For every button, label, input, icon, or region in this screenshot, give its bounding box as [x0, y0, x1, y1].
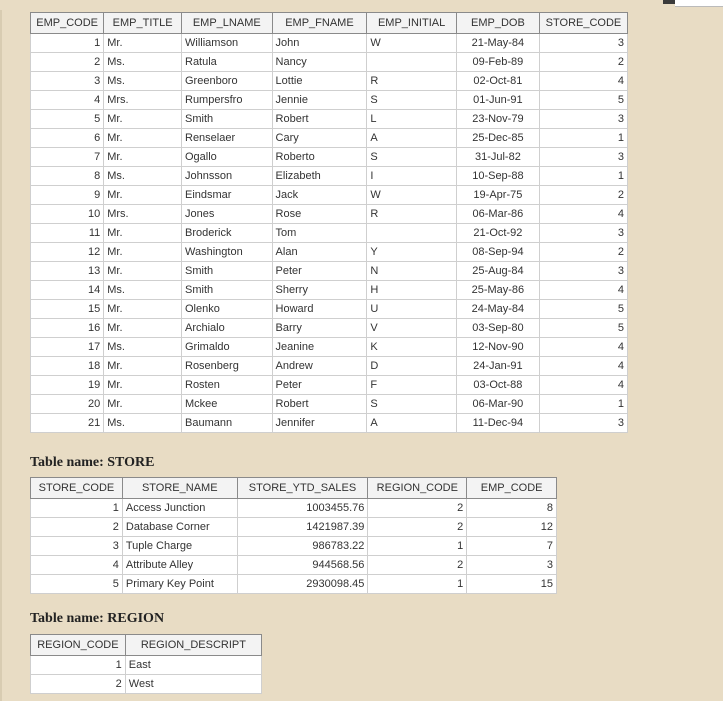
emp-fname-cell: Robert [272, 110, 367, 129]
column-header[interactable]: EMP_FNAME [272, 13, 367, 34]
emp-code-cell: 4 [31, 91, 104, 110]
emp-lname-cell: Broderick [182, 224, 273, 243]
emp-fname-cell: Jennifer [272, 414, 367, 433]
table-row[interactable] [31, 338, 628, 357]
store-table-body [31, 499, 557, 594]
region-code-cell: 2 [368, 518, 467, 537]
store-code-cell: 3 [539, 110, 627, 129]
emp-title-cell: Mr. [104, 110, 182, 129]
store-name-cell: Attribute Alley [122, 556, 237, 575]
column-header[interactable]: EMP_TITLE [104, 13, 182, 34]
store-table-caption: Table name: STORE [30, 455, 155, 470]
region-descript-cell: East [125, 656, 261, 675]
emp-initial-cell: L [367, 110, 456, 129]
emp-code-cell: 6 [31, 129, 104, 148]
emp-dob-cell: 08-Sep-94 [456, 243, 539, 262]
emp-dob-cell: 25-Dec-85 [456, 129, 539, 148]
emp-code-cell: 10 [31, 205, 104, 224]
table-row[interactable] [31, 167, 628, 186]
emp-lname-cell: Mckee [182, 395, 273, 414]
store-code-cell: 4 [539, 338, 627, 357]
table-row[interactable] [31, 243, 628, 262]
column-header[interactable]: EMP_DOB [456, 13, 539, 34]
table-row[interactable] [31, 675, 262, 694]
emp-dob-cell: 06-Mar-90 [456, 395, 539, 414]
region-header-row [31, 635, 262, 656]
store-code-cell: 1 [539, 395, 627, 414]
emp-code-cell: 12 [31, 243, 104, 262]
emp-code-cell: 8 [31, 167, 104, 186]
emp-title-cell: Mr. [104, 262, 182, 281]
emp-title-cell: Ms. [104, 167, 182, 186]
store-code-cell: 2 [539, 53, 627, 72]
emp-code-cell: 14 [31, 281, 104, 300]
emp-fname-cell: Rose [272, 205, 367, 224]
table-row[interactable] [31, 281, 628, 300]
store-code-cell: 5 [539, 319, 627, 338]
store-table [30, 477, 557, 594]
emp-code-cell: 3 [467, 556, 557, 575]
store-code-cell: 1 [539, 167, 627, 186]
emp-dob-cell: 11-Dec-94 [456, 414, 539, 433]
emp-title-cell: Mr. [104, 300, 182, 319]
store-ytd-sales-cell: 2930098.45 [237, 575, 368, 594]
emp-code-cell: 21 [31, 414, 104, 433]
emp-initial-cell: S [367, 148, 456, 167]
column-header[interactable]: EMP_INITIAL [367, 13, 456, 34]
store-code-cell: 4 [31, 556, 123, 575]
employee-table [30, 12, 628, 433]
table-row[interactable] [31, 53, 628, 72]
emp-fname-cell: Nancy [272, 53, 367, 72]
store-name-cell: Tuple Charge [122, 537, 237, 556]
employee-table-body [31, 34, 628, 433]
emp-fname-cell: Peter [272, 376, 367, 395]
emp-code-cell: 16 [31, 319, 104, 338]
emp-fname-cell: Alan [272, 243, 367, 262]
region-descript-cell: West [125, 675, 261, 694]
emp-dob-cell: 21-May-84 [456, 34, 539, 53]
top-bar [0, 0, 723, 10]
emp-title-cell: Mrs. [104, 205, 182, 224]
window-corner [675, 0, 723, 7]
table-row[interactable] [31, 205, 628, 224]
emp-title-cell: Ms. [104, 72, 182, 91]
emp-title-cell: Ms. [104, 281, 182, 300]
emp-initial-cell: A [367, 129, 456, 148]
table-row[interactable] [31, 499, 557, 518]
emp-fname-cell: Lottie [272, 72, 367, 91]
table-row[interactable] [31, 414, 628, 433]
store-code-cell: 5 [539, 91, 627, 110]
emp-lname-cell: Baumann [182, 414, 273, 433]
column-header[interactable]: REGION_CODE [31, 635, 126, 656]
emp-initial-cell: S [367, 91, 456, 110]
store-ytd-sales-cell: 986783.22 [237, 537, 368, 556]
table-row[interactable] [31, 575, 557, 594]
emp-lname-cell: Greenboro [182, 72, 273, 91]
emp-lname-cell: Smith [182, 110, 273, 129]
table-row[interactable] [31, 357, 628, 376]
table-row[interactable] [31, 376, 628, 395]
table-row[interactable] [31, 518, 557, 537]
table-row[interactable] [31, 556, 557, 575]
emp-title-cell: Mrs. [104, 91, 182, 110]
store-code-cell: 2 [539, 243, 627, 262]
emp-title-cell: Ms. [104, 53, 182, 72]
emp-code-cell: 19 [31, 376, 104, 395]
region-code-cell: 1 [31, 656, 126, 675]
store-code-cell: 1 [31, 499, 123, 518]
store-ytd-sales-cell: 944568.56 [237, 556, 368, 575]
emp-initial-cell [367, 53, 456, 72]
store-code-cell: 5 [31, 575, 123, 594]
column-header[interactable]: STORE_YTD_SALES [237, 478, 368, 499]
table-row[interactable] [31, 72, 628, 91]
emp-dob-cell: 12-Nov-90 [456, 338, 539, 357]
store-name-cell: Database Corner [122, 518, 237, 537]
column-header[interactable]: REGION_DESCRIPT [125, 635, 261, 656]
table-row[interactable] [31, 319, 628, 338]
emp-code-cell: 17 [31, 338, 104, 357]
emp-dob-cell: 24-Jan-91 [456, 357, 539, 376]
emp-code-cell: 12 [467, 518, 557, 537]
emp-initial-cell: R [367, 205, 456, 224]
emp-lname-cell: Rosten [182, 376, 273, 395]
emp-title-cell: Mr. [104, 357, 182, 376]
emp-title-cell: Mr. [104, 148, 182, 167]
emp-code-cell: 3 [31, 72, 104, 91]
region-code-cell: 1 [368, 537, 467, 556]
table-row[interactable] [31, 186, 628, 205]
emp-dob-cell: 03-Oct-88 [456, 376, 539, 395]
column-header[interactable]: STORE_NAME [122, 478, 237, 499]
emp-title-cell: Mr. [104, 376, 182, 395]
column-header[interactable]: REGION_CODE [368, 478, 467, 499]
emp-title-cell: Mr. [104, 395, 182, 414]
emp-initial-cell: D [367, 357, 456, 376]
store-name-cell: Primary Key Point [122, 575, 237, 594]
emp-lname-cell: Washington [182, 243, 273, 262]
emp-lname-cell: Smith [182, 262, 273, 281]
store-code-cell: 2 [31, 518, 123, 537]
region-table-caption: Table name: REGION [30, 611, 165, 626]
column-header[interactable]: STORE_CODE [539, 13, 627, 34]
region-code-cell: 2 [368, 556, 467, 575]
emp-initial-cell [367, 224, 456, 243]
store-code-cell: 5 [539, 300, 627, 319]
store-code-cell: 3 [539, 148, 627, 167]
emp-initial-cell: I [367, 167, 456, 186]
emp-code-cell: 1 [31, 34, 104, 53]
emp-fname-cell: Jack [272, 186, 367, 205]
emp-lname-cell: Johnsson [182, 167, 273, 186]
emp-code-cell: 18 [31, 357, 104, 376]
region-code-cell: 2 [31, 675, 126, 694]
store-code-cell: 1 [539, 129, 627, 148]
emp-fname-cell: Cary [272, 129, 367, 148]
store-name-cell: Access Junction [122, 499, 237, 518]
table-row[interactable] [31, 300, 628, 319]
emp-code-cell: 15 [467, 575, 557, 594]
emp-fname-cell: Barry [272, 319, 367, 338]
store-code-cell: 2 [539, 186, 627, 205]
employee-header-row [31, 13, 628, 34]
emp-fname-cell: Elizabeth [272, 167, 367, 186]
store-code-cell: 3 [539, 224, 627, 243]
emp-fname-cell: Tom [272, 224, 367, 243]
region-code-cell: 2 [368, 499, 467, 518]
store-ytd-sales-cell: 1421987.39 [237, 518, 368, 537]
emp-code-cell: 15 [31, 300, 104, 319]
emp-lname-cell: Archialo [182, 319, 273, 338]
emp-initial-cell: F [367, 376, 456, 395]
emp-fname-cell: Jeanine [272, 338, 367, 357]
emp-dob-cell: 24-May-84 [456, 300, 539, 319]
emp-fname-cell: Robert [272, 395, 367, 414]
region-table [30, 634, 262, 694]
emp-title-cell: Mr. [104, 243, 182, 262]
emp-title-cell: Ms. [104, 414, 182, 433]
emp-dob-cell: 21-Oct-92 [456, 224, 539, 243]
store-code-cell: 3 [539, 414, 627, 433]
table-row[interactable] [31, 91, 628, 110]
emp-lname-cell: Smith [182, 281, 273, 300]
region-table-body [31, 656, 262, 694]
emp-code-cell: 20 [31, 395, 104, 414]
store-code-cell: 3 [539, 262, 627, 281]
emp-initial-cell: Y [367, 243, 456, 262]
emp-dob-cell: 23-Nov-79 [456, 110, 539, 129]
emp-fname-cell: Andrew [272, 357, 367, 376]
emp-fname-cell: Howard [272, 300, 367, 319]
emp-code-cell: 13 [31, 262, 104, 281]
emp-dob-cell: 31-Jul-82 [456, 148, 539, 167]
emp-dob-cell: 19-Apr-75 [456, 186, 539, 205]
emp-title-cell: Mr. [104, 319, 182, 338]
store-code-cell: 4 [539, 376, 627, 395]
column-header[interactable]: EMP_CODE [467, 478, 557, 499]
table-row[interactable] [31, 110, 628, 129]
store-code-cell: 4 [539, 205, 627, 224]
emp-lname-cell: Williamson [182, 34, 273, 53]
emp-lname-cell: Rumpersfro [182, 91, 273, 110]
emp-dob-cell: 09-Feb-89 [456, 53, 539, 72]
store-code-cell: 4 [539, 72, 627, 91]
store-code-cell: 3 [539, 34, 627, 53]
emp-code-cell: 9 [31, 186, 104, 205]
left-margin-rule [0, 0, 2, 701]
emp-lname-cell: Ratula [182, 53, 273, 72]
table-row[interactable] [31, 148, 628, 167]
emp-initial-cell: A [367, 414, 456, 433]
emp-lname-cell: Renselaer [182, 129, 273, 148]
column-header[interactable]: EMP_CODE [31, 13, 104, 34]
table-row[interactable] [31, 224, 628, 243]
table-row[interactable] [31, 129, 628, 148]
emp-initial-cell: N [367, 262, 456, 281]
emp-lname-cell: Olenko [182, 300, 273, 319]
emp-fname-cell: Roberto [272, 148, 367, 167]
emp-code-cell: 11 [31, 224, 104, 243]
emp-fname-cell: Peter [272, 262, 367, 281]
emp-initial-cell: U [367, 300, 456, 319]
emp-code-cell: 7 [467, 537, 557, 556]
table-row[interactable] [31, 656, 262, 675]
store-code-cell: 3 [31, 537, 123, 556]
emp-fname-cell: John [272, 34, 367, 53]
emp-dob-cell: 25-Aug-84 [456, 262, 539, 281]
emp-initial-cell: K [367, 338, 456, 357]
table-row[interactable] [31, 34, 628, 53]
store-code-cell: 4 [539, 281, 627, 300]
region-code-cell: 1 [368, 575, 467, 594]
emp-code-cell: 2 [31, 53, 104, 72]
emp-title-cell: Mr. [104, 34, 182, 53]
store-ytd-sales-cell: 1003455.76 [237, 499, 368, 518]
emp-lname-cell: Rosenberg [182, 357, 273, 376]
emp-fname-cell: Sherry [272, 281, 367, 300]
emp-title-cell: Mr. [104, 224, 182, 243]
emp-dob-cell: 10-Sep-88 [456, 167, 539, 186]
emp-lname-cell: Jones [182, 205, 273, 224]
emp-lname-cell: Ogallo [182, 148, 273, 167]
emp-lname-cell: Grimaldo [182, 338, 273, 357]
emp-initial-cell: R [367, 72, 456, 91]
emp-code-cell: 5 [31, 110, 104, 129]
table-row[interactable] [31, 262, 628, 281]
emp-title-cell: Mr. [104, 186, 182, 205]
emp-title-cell: Mr. [104, 129, 182, 148]
emp-initial-cell: H [367, 281, 456, 300]
emp-initial-cell: V [367, 319, 456, 338]
store-code-cell: 4 [539, 357, 627, 376]
emp-initial-cell: S [367, 395, 456, 414]
emp-fname-cell: Jennie [272, 91, 367, 110]
emp-initial-cell: W [367, 186, 456, 205]
table-row[interactable] [31, 395, 628, 414]
store-header-row [31, 478, 557, 499]
emp-dob-cell: 06-Mar-86 [456, 205, 539, 224]
emp-lname-cell: Eindsmar [182, 186, 273, 205]
column-header[interactable]: EMP_LNAME [182, 13, 273, 34]
emp-code-cell: 8 [467, 499, 557, 518]
table-row[interactable] [31, 537, 557, 556]
emp-dob-cell: 01-Jun-91 [456, 91, 539, 110]
emp-initial-cell: W [367, 34, 456, 53]
emp-dob-cell: 03-Sep-80 [456, 319, 539, 338]
emp-code-cell: 7 [31, 148, 104, 167]
emp-dob-cell: 25-May-86 [456, 281, 539, 300]
emp-title-cell: Ms. [104, 338, 182, 357]
emp-dob-cell: 02-Oct-81 [456, 72, 539, 91]
column-header[interactable]: STORE_CODE [31, 478, 123, 499]
